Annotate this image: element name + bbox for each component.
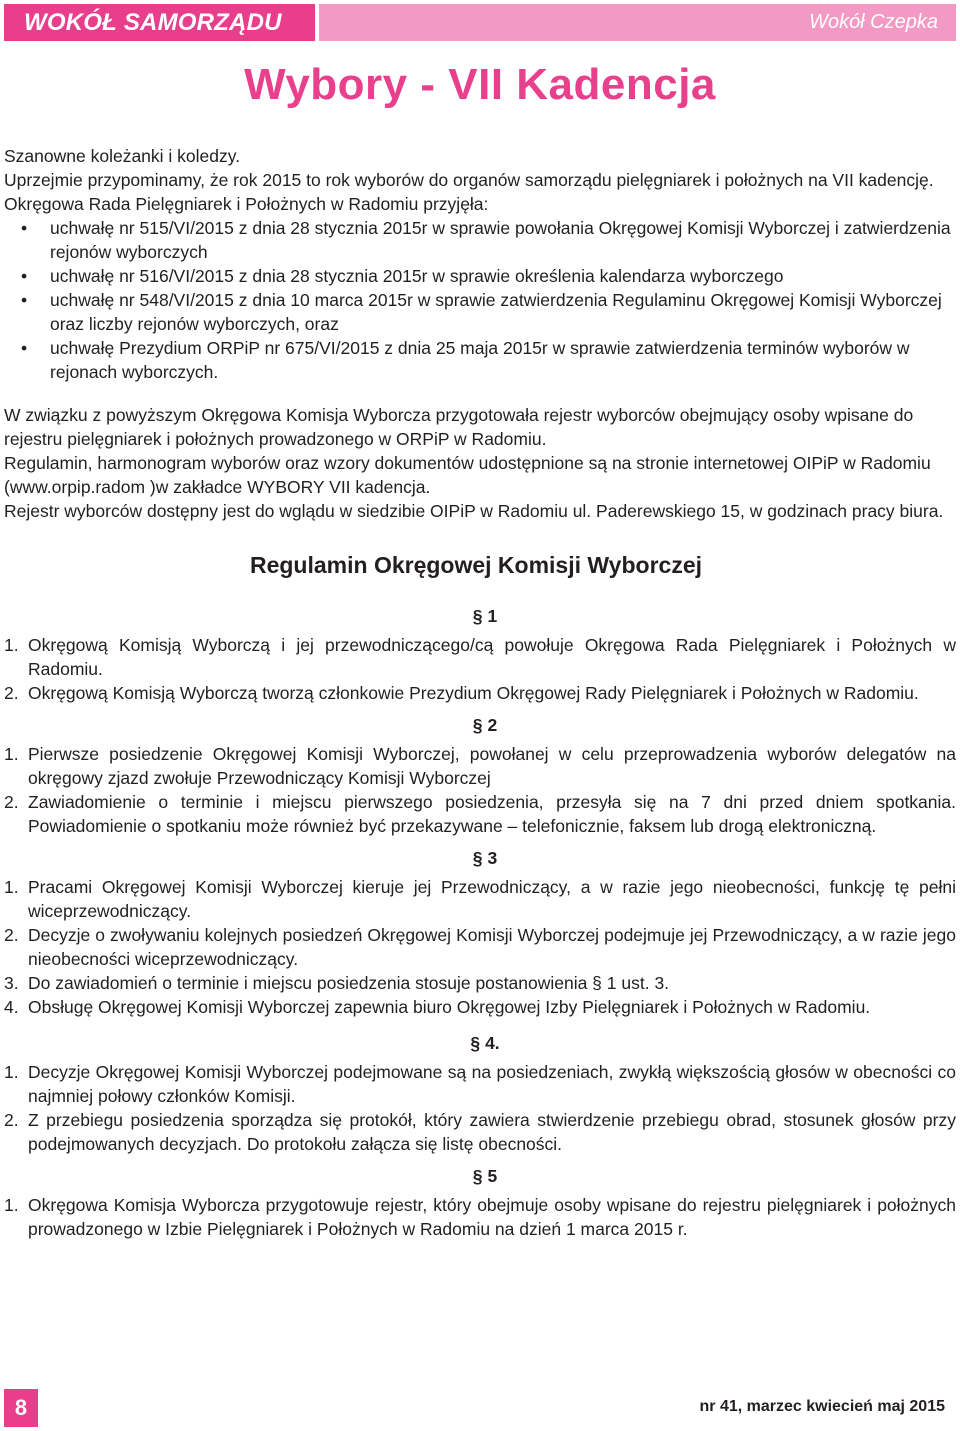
item-number: 1. [4, 1195, 19, 1215]
item-text: Okręgowa Komisja Wyborcza przygotowuje rejestr, który obejmuje osoby wpisane do rejestru pielęgniarek i położnych prowadzonego w Izbie Pielęgniarek i Położnych w Radomiu na dzień 1 marca 2015 r. [28, 1195, 956, 1239]
list-item [4, 875, 956, 923]
item-text: Obsługę Okręgowej Komisji Wyborczej zapewnia biuro Okręgowej Izby Pielęgniarek i Położnych w Radomiu. [28, 997, 871, 1017]
spacer [4, 1019, 956, 1031]
list-item [4, 633, 956, 681]
spacer [4, 384, 956, 403]
info-paragraph: W związku z powyższym Okręgowa Komisja Wyborcza przygotowała rejestr wyborców obejmujący osoby wpisane do rejestru pielęgniarek i położnych prowadzonego w ORPiP w Radomiu. [4, 405, 914, 449]
list-item: • uchwałę nr 548/VI/2015 z dnia 10 marca 2015r w sprawie zatwierdzenia Regulaminu Okręgowej Komisji Wyborczej oraz liczby rejonów wyborczych, oraz [4, 288, 956, 336]
item-number: 2. [4, 683, 19, 703]
spacer [4, 523, 956, 550]
page-title: Wybory - VII Kadencja [244, 60, 716, 109]
regulation-title: Regulamin Okręgowej Komisji Wyborczej [249, 552, 702, 578]
item-number: 3. [4, 973, 19, 993]
greeting: Szanowne koleżanki i koledzy. [4, 146, 241, 166]
paragraph-sign: § [472, 1166, 483, 1186]
regulation-sections [4, 580, 956, 1241]
list-item [4, 790, 956, 838]
item-text: Okręgową Komisją Wyborczą i jej przewodniczącego/cą powołuje Okręgowa Rada Pielęgniarek i Położnych w Radomiu. [28, 635, 956, 679]
reminder-text: Uprzejmie przypominamy, że rok 2015 to rok wyborów do organów samorządu pielęgniarek i położnych na VII kadencję. [4, 170, 934, 190]
item-number: 1. [4, 635, 19, 655]
section-number: 3 [487, 848, 498, 868]
article-body [4, 144, 956, 1241]
list-item [4, 1108, 956, 1156]
item-number: 1. [4, 877, 19, 897]
list-item [4, 971, 956, 995]
list-item: • uchwałę Prezydium ORPiP nr 675/VI/2015 z dnia 25 maja 2015r w sprawie zatwierdzenia terminów wyborów w rejonach wyborczych. [4, 336, 956, 384]
paragraph-sign: § [472, 606, 483, 626]
spacer [4, 1156, 956, 1164]
section-banner: WOKÓŁ SAMORZĄDU [4, 4, 315, 41]
section-number: 1 [487, 606, 498, 626]
list-item [4, 681, 956, 705]
list-item [4, 1060, 956, 1108]
list-item [4, 923, 956, 971]
item-text: Pierwsze posiedzenie Okręgowej Komisji Wyborczej, powołanej w celu przeprowadzenia wyborów delegatów na okręgowy zjazd zwołuje Przewodniczący Komisji Wyborczej [28, 744, 956, 788]
section-items [4, 633, 956, 705]
section-number: 2 [487, 715, 498, 735]
spacer [4, 838, 956, 846]
section-items [4, 742, 956, 838]
item-number: 2. [4, 925, 19, 945]
page-number: 8 [4, 1389, 38, 1427]
item-number: 4. [4, 997, 19, 1017]
item-number: 2. [4, 792, 19, 812]
list-item [4, 995, 956, 1019]
section-items [4, 1193, 956, 1241]
section-heading [4, 1031, 956, 1055]
resolutions-intro: Okręgowa Rada Pielęgniarek i Położnych w Radomiu przyjęła: [4, 194, 489, 214]
section-items [4, 875, 956, 1019]
list-item [4, 1193, 956, 1241]
item-text: Decyzje o zwoływaniu kolejnych posiedzeń Okręgowej Komisji Wyborczej podejmuje jej Przewodniczący, a w razie jego nieobecności wiceprzewodniczący. [28, 925, 956, 969]
section-number: 4. [485, 1033, 500, 1053]
info-paragraph: Rejestr wyborców dostępny jest do wglądu w siedzibie OIPiP w Radomiu ul. Paderewskiego 15, w godzinach pracy biura. [4, 501, 944, 521]
resolutions-list [4, 216, 956, 384]
list-item: • uchwałę nr 515/VI/2015 z dnia 28 stycznia 2015r w sprawie powołania Okręgowej Komisji Wyborczej i zatwierdzenia rejonów wyborczych [4, 216, 956, 264]
section-heading [4, 1164, 956, 1188]
list-item [4, 742, 956, 790]
issue-info: nr 41, marzec kwiecień maj 2015 [699, 1398, 945, 1415]
item-text: Okręgową Komisją Wyborczą tworzą członkowie Prezydium Okręgowej Rady Pielęgniarek i Położnych w Radomiu. [28, 683, 919, 703]
item-number: 1. [4, 1062, 19, 1082]
paragraph-sign: § [472, 848, 483, 868]
spacer [4, 705, 956, 713]
section-heading [4, 846, 956, 870]
item-text: Decyzje Okręgowej Komisji Wyborczej podejmowane są na posiedzeniach, zwykłą większością głosów w obecności co najmniej połowy członków Komisji. [28, 1062, 956, 1106]
item-text: Do zawiadomień o terminie i miejscu posiedzenia stosuje postanowienia § 1 ust. 3. [28, 973, 670, 993]
item-text: Z przebiegu posiedzenia sporządza się protokół, który zawiera stwierdzenie przebiegu obrad, stosunek głosów przy podejmowanych decyzjach. Do protokołu załącza się listę obecności. [28, 1110, 956, 1154]
item-number: 2. [4, 1110, 19, 1130]
spacer [4, 580, 956, 604]
info-paragraph: Regulamin, harmonogram wyborów oraz wzory dokumentów udostępnione są na stronie internetowej OIPiP w Radomiu (www.orpip.radom )w zakładce WYBORY VII kadencja. [4, 453, 931, 497]
section-heading [4, 604, 956, 628]
section-heading [4, 713, 956, 737]
item-text: Pracami Okręgowej Komisji Wyborczej kieruje jej Przewodniczący, a w razie jego nieobecności, funkcję tę pełni wiceprzewodniczący. [28, 877, 956, 921]
section-number: 5 [487, 1166, 498, 1186]
paragraph-sign: § [472, 715, 483, 735]
item-number: 1. [4, 744, 19, 764]
magazine-name: Wokół Czepka [319, 4, 956, 41]
item-text: Zawiadomienie o terminie i miejscu pierwszego posiedzenia, przesyła się na 7 dni przed dniem spotkania. Powiadomienie o spotkaniu może również być przekazywane – telefonicznie, faksem lub drogą elektroniczną. [28, 792, 956, 836]
paragraph-sign: § [470, 1033, 481, 1053]
list-item: • uchwałę nr 516/VI/2015 z dnia 28 stycznia 2015r w sprawie określenia kalendarza wyborczego [4, 264, 956, 288]
page-header [4, 4, 956, 41]
section-items [4, 1060, 956, 1156]
